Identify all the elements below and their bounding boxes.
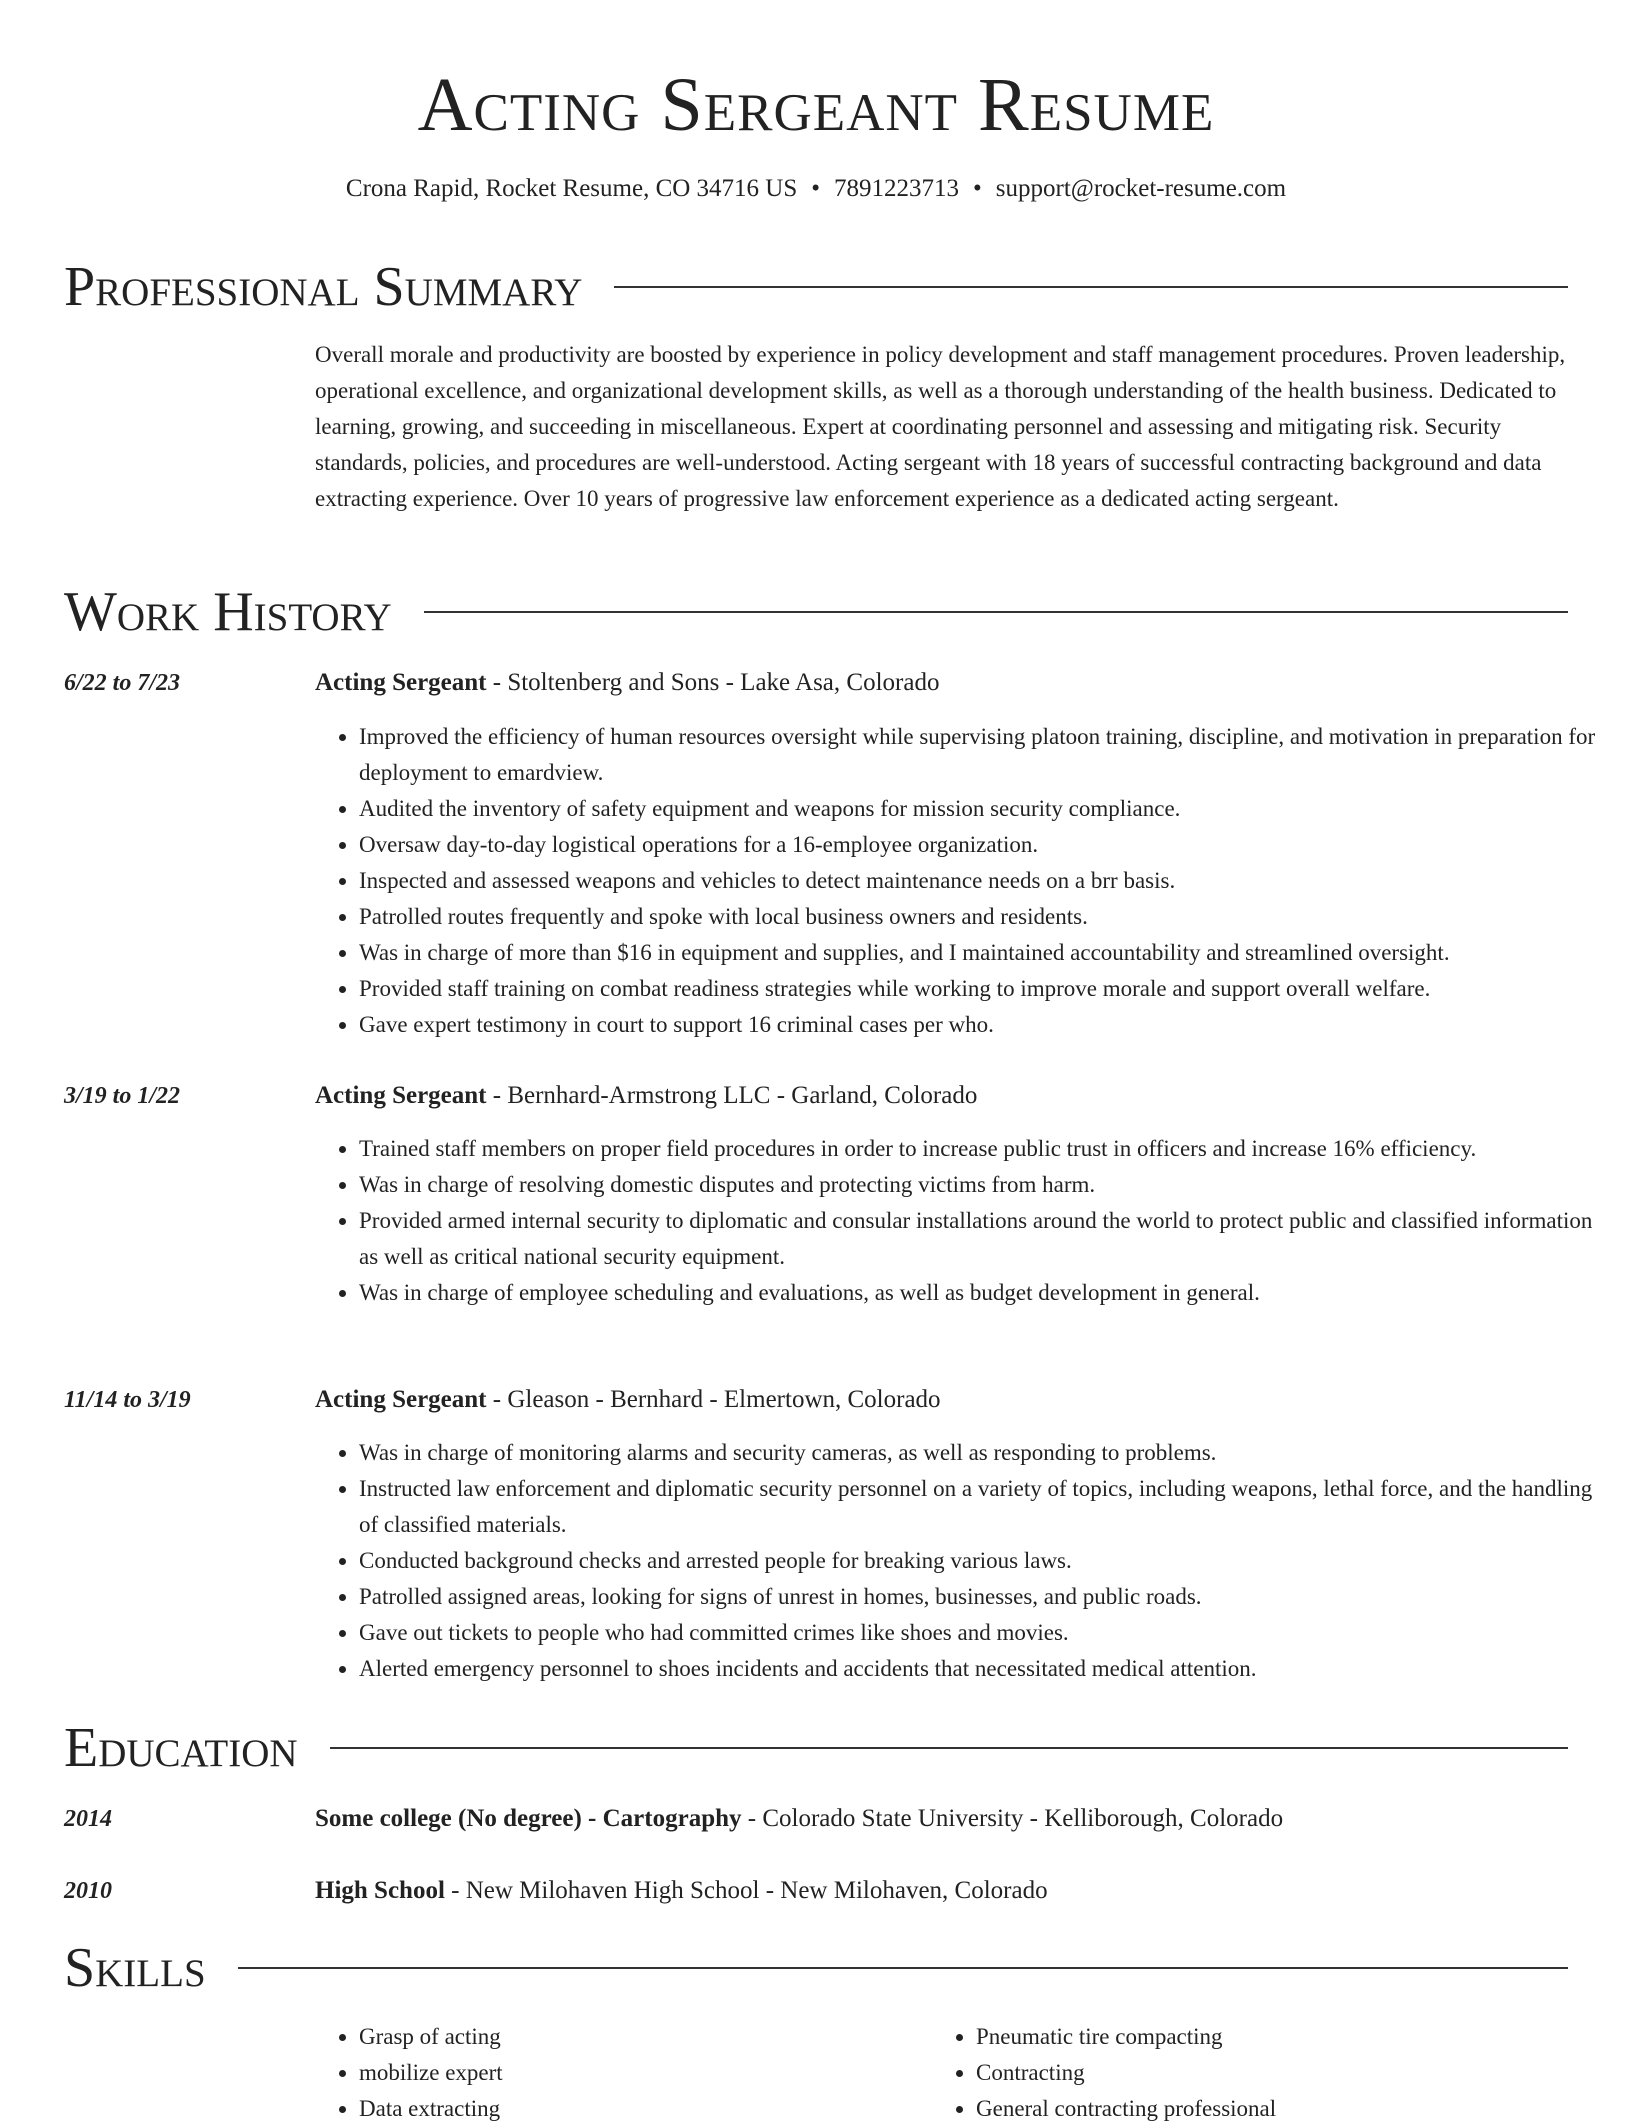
job-dates: 3/19 to 1/22: [64, 1083, 181, 1109]
section-title-work-history: Work History: [64, 581, 392, 643]
job-bullets: [315, 719, 1614, 1043]
contact-email: support@rocket-resume.com: [995, 175, 1287, 202]
list-item: • Alerted emergency personnel to shoes incidents and accidents that necessitated medical attention.: [359, 1651, 1614, 1687]
job-title: Acting Sergeant: [315, 1082, 487, 1109]
job-details: - Bernhard-Armstrong LLC - Garland, Colorado: [486, 1082, 978, 1109]
list-item: • Provided staff training on combat readiness strategies while working to improve morale and support overall welfare.: [359, 971, 1614, 1007]
job-heading: [315, 1079, 1575, 1113]
section-header-education: [64, 1717, 1568, 1779]
list-item: • Gave out tickets to people who had committed crimes like shoes and movies.: [359, 1615, 1614, 1651]
section-title-skills: Skills: [64, 1937, 206, 1999]
skill-item: • mobilize expert: [359, 2055, 919, 2091]
job-details: - Stoltenberg and Sons - Lake Asa, Colorado: [486, 669, 940, 696]
section-divider: [238, 1967, 1568, 1969]
list-item: • Was in charge of resolving domestic disputes and protecting victims from harm.: [359, 1167, 1614, 1203]
section-header-work-history: [64, 581, 1568, 643]
section-title-education: Education: [64, 1717, 298, 1779]
list-item: • Was in charge of more than $16 in equipment and supplies, and I maintained accountability and streamlined oversight.: [359, 935, 1614, 971]
list-item: • Conducted background checks and arrested people for breaking various laws.: [359, 1543, 1614, 1579]
contact-address: Crona Rapid, Rocket Resume, CO 34716 US: [345, 175, 798, 202]
education-details: - Colorado State University - Kelliborough, Colorado: [741, 1805, 1284, 1832]
list-item: • Improved the efficiency of human resources oversight while supervising platoon training, discipline, and motivation in preparation for deployment to emardview.: [359, 719, 1614, 791]
job-title: Acting Sergeant: [315, 1386, 487, 1413]
skill-item: • Pneumatic tire compacting: [976, 2019, 1536, 2055]
section-divider: [330, 1747, 1568, 1749]
list-item: • Gave expert testimony in court to support 16 criminal cases per who.: [359, 1007, 1614, 1043]
education-degree: High School: [315, 1877, 445, 1904]
skill-item: • Contracting: [976, 2055, 1536, 2091]
list-item: • Trained staff members on proper field procedures in order to increase public trust in officers and increase 16% efficiency.: [359, 1131, 1614, 1167]
contact-phone: 7891223713: [834, 175, 960, 202]
section-header-skills: [64, 1937, 1568, 1999]
job-details: - Gleason - Bernhard - Elmertown, Colorado: [486, 1386, 941, 1413]
job-dates: 11/14 to 3/19: [64, 1387, 191, 1413]
education-entry: [315, 1874, 1575, 1908]
job-heading: [315, 1383, 1575, 1417]
skills-list-left: [315, 2019, 919, 2127]
resume-title: Acting Sergeant Resume: [417, 63, 1215, 147]
list-item: • Inspected and assessed weapons and vehicles to detect maintenance needs on a brr basis.: [359, 863, 1614, 899]
section-divider: [614, 286, 1568, 288]
education-degree: Some college (No degree) - Cartography: [315, 1805, 742, 1832]
job-title: Acting Sergeant: [315, 669, 487, 696]
list-item: • Instructed law enforcement and diplomatic security personnel on a variety of topics, including weapons, lethal force, and the handling of classified materials.: [359, 1471, 1614, 1543]
list-item: • Patrolled routes frequently and spoke with local business owners and residents.: [359, 899, 1614, 935]
list-item: • Oversaw day-to-day logistical operations for a 16-employee organization.: [359, 827, 1614, 863]
education-year: 2014: [64, 1806, 112, 1832]
contact-separator: •: [973, 175, 982, 202]
education-entry: [315, 1802, 1575, 1836]
section-divider: [424, 611, 1568, 613]
section-header-summary: [64, 256, 1568, 318]
skill-item: • Data extracting: [359, 2091, 919, 2127]
contact-separator: •: [811, 175, 821, 202]
list-item: • Was in charge of monitoring alarms and security cameras, as well as responding to problems.: [359, 1435, 1614, 1471]
job-bullets: [315, 1131, 1614, 1311]
job-heading: [315, 666, 1575, 700]
section-title-summary: Professional Summary: [64, 256, 583, 318]
summary-text: Overall morale and productivity are boosted by experience in policy development and staff management procedures. Proven leadership, operational excellence, and organizational development skills, as well as a thorough understanding of the health business. Dedicated to learning, growing, and succeeding in miscellaneous. Expert at coordinating personnel and assessing and mitigating risk. Security standards, policies, and procedures are well-understood. Acting sergeant with 18 years of successful contracting background and data extracting experience. Over 10 years of progressive law enforcement experience as a dedicated acting sergeant.: [315, 342, 1566, 511]
education-year: 2010: [64, 1878, 112, 1904]
list-item: • Patrolled assigned areas, looking for signs of unrest in homes, businesses, and public roads.: [359, 1579, 1614, 1615]
job-dates: 6/22 to 7/23: [64, 670, 181, 696]
skill-item: • General contracting professional: [976, 2091, 1536, 2127]
list-item: • Provided armed internal security to diplomatic and consular installations around the world to protect public and classified information as well as critical national security equipment.: [359, 1203, 1614, 1275]
education-details: - New Milohaven High School - New Milohaven, Colorado: [444, 1877, 1048, 1904]
contact-line: [0, 172, 1632, 206]
job-bullets: [315, 1435, 1614, 1687]
skills-list-right: [932, 2019, 1536, 2127]
list-item: • Was in charge of employee scheduling and evaluations, as well as budget development in general.: [359, 1275, 1614, 1311]
list-item: • Audited the inventory of safety equipment and weapons for mission security compliance.: [359, 791, 1614, 827]
skill-item: • Grasp of acting: [359, 2019, 919, 2055]
